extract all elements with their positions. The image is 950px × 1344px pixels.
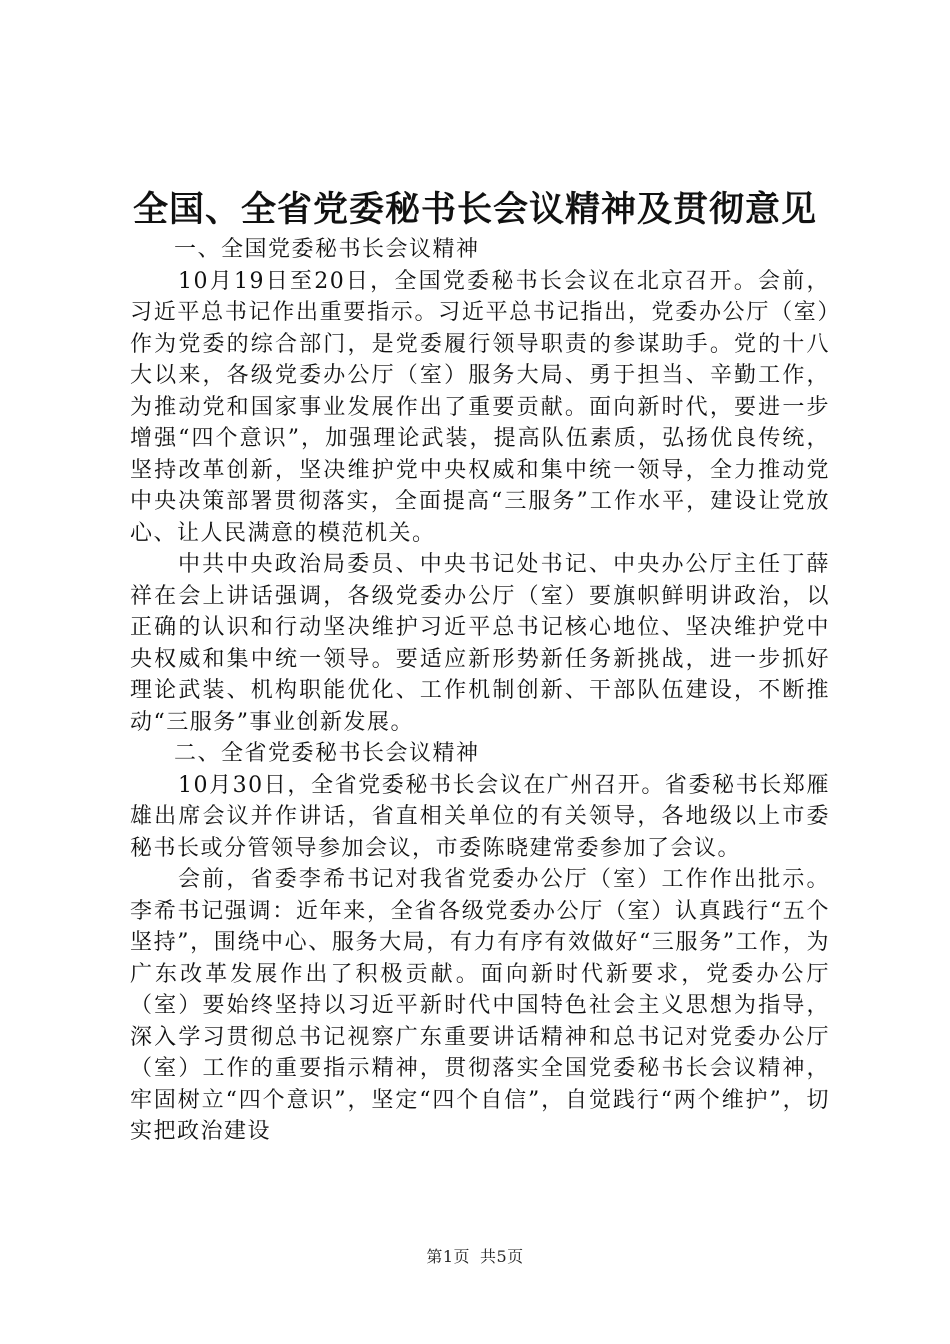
paragraph: 中共中央政治局委员、中央书记处书记、中央办公厅主任丁薛祥在会上讲话强调，各级党委办公厅（室）要旗帜鲜明讲政治，以正确的认识和行动坚决维护习近平总书记核心地位、坚决维护党中央权威和集中统一领导。要适应新形势新任务新挑战，进一步抓好理论武装、机构职能优化、工作机制创新、干部队伍建设，不断推动“三服务”事业创新发展。: [130, 552, 830, 735]
document-body: [130, 234, 830, 1148]
section-heading: 一、全国党委秘书长会议精神: [174, 237, 480, 262]
paragraph: 会前，省委李希书记对我省党委办公厅（室）工作作出批示。李希书记强调：近年来，全省各级党委办公厅（室）认真践行“五个坚持”，围绕中心、服务大局，有力有序有效做好“三服务”工作，为广东改革发展作出了积极贡献。面向新时代新要求，党委办公厅（室）要始终坚持以习近平新时代中国特色社会主义思想为指导，深入学习贯彻总书记视察广东重要讲话精神和总书记对党委办公厅（室）工作的重要指示精神，贯彻落实全国党委秘书长会议精神，牢固树立“四个意识”，坚定“四个自信”，自觉践行“两个维护”，切实把政治建设: [130, 867, 830, 1144]
page-total: 共5页: [480, 1247, 524, 1266]
paragraph: 10月30日，全省党委秘书长会议在广州召开。省委秘书长郑雁雄出席会议并作讲话，省直相关单位的有关领导，各地级以上市委秘书长或分管领导参加会议，市委陈晓建常委参加了会议。: [130, 772, 830, 861]
section-heading: 二、全省党委秘书长会议精神: [174, 741, 480, 766]
paragraph: 10月19日至20日，全国党委秘书长会议在北京召开。会前，习近平总书记作出重要指示。习近平总书记指出，党委办公厅（室）作为党委的综合部门，是党委履行领导职责的参谋助手。党的十八大以来，各级党委办公厅（室）服务大局、勇于担当、辛勤工作，为推动党和国家事业发展作出了重要贡献。面向新时代，要进一步增强“四个意识”，加强理论武装，提高队伍素质，弘扬优良传统，坚持改革创新，坚决维护党中央权威和集中统一领导，全力推动党中央决策部署贯彻落实，全面提高“三服务”工作水平，建设让党放心、让人民满意的模范机关。: [130, 268, 830, 546]
page-number: 第1页: [426, 1247, 470, 1266]
document-title: 全国、全省党委秘书长会议精神及贯彻意见: [132, 189, 817, 230]
page-footer: [0, 1244, 950, 1267]
